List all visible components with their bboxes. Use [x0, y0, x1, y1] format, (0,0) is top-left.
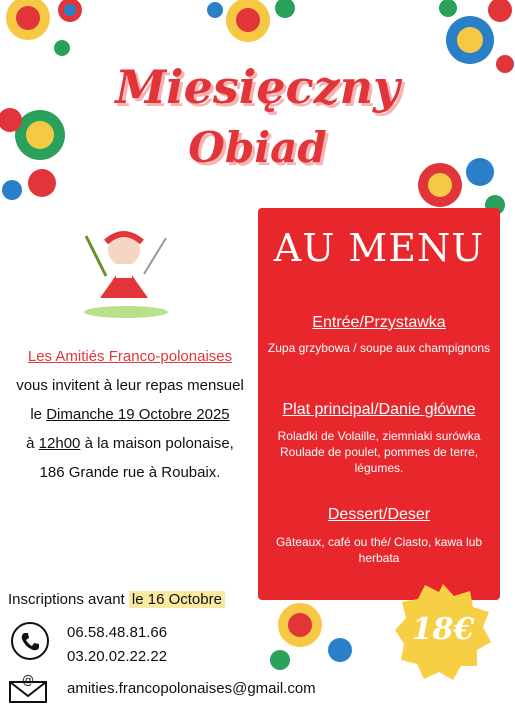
chef-girl-icon	[78, 228, 174, 320]
entree-label: Entrée/Przystawka	[312, 314, 446, 331]
entree-text: Zupa grzybowa / soupe aux champignons	[267, 341, 491, 355]
event-place: à la maison polonaise,	[84, 435, 234, 452]
title-line-1: Miesięczny	[115, 60, 400, 114]
plat-text: Roladki de Volaille, ziemniaki surówka Roulade de poulet, pommes de terre, légumes.	[277, 429, 481, 475]
registration-prefix: Inscriptions avant	[8, 591, 129, 608]
date-prefix: le	[30, 406, 47, 423]
menu-heading: AU MENU	[273, 226, 485, 270]
event-time: 12h00	[38, 435, 81, 452]
price: 18€	[411, 612, 475, 647]
org-name: Les Amitiés Franco-polonaises	[27, 348, 233, 365]
phone-2[interactable]: 03.20.02.22.22	[67, 648, 168, 665]
flower-top-left	[6, 0, 82, 56]
flower-top-center	[207, 0, 295, 42]
registration-line	[8, 591, 225, 608]
invitation-text: Les Amitiés Franco-polonaises vous invitent à leur repas mensuel le Dimanche 19 Octobre 2025 à 12h00 à la maison polonaise, 186 Grande rue à Roubaix.	[0, 342, 260, 487]
title-line-2: Obiad	[188, 123, 327, 172]
dessert-text: Gâteaux, café ou thé/ Ciasto, kawa lub herbata	[275, 535, 483, 565]
dessert-label: Dessert/Deser	[327, 506, 431, 523]
plat-label: Plat principal/Danie główne	[282, 401, 476, 418]
registration-deadline: le 16 Octobre	[129, 591, 225, 608]
email-link[interactable]: amities.francopolonaises@gmail.com	[67, 680, 316, 697]
event-date: Dimanche 19 Octobre 2025	[46, 406, 230, 423]
event-address: 186 Grande rue à Roubaix.	[39, 464, 221, 481]
invite-line: vous invitent à leur repas mensuel	[16, 377, 244, 394]
svg-text:@: @	[22, 673, 34, 687]
phone-1[interactable]: 06.58.48.81.66	[67, 624, 168, 641]
flower-bottom	[270, 603, 352, 670]
phone-icon	[11, 622, 49, 660]
email-icon	[8, 672, 48, 704]
